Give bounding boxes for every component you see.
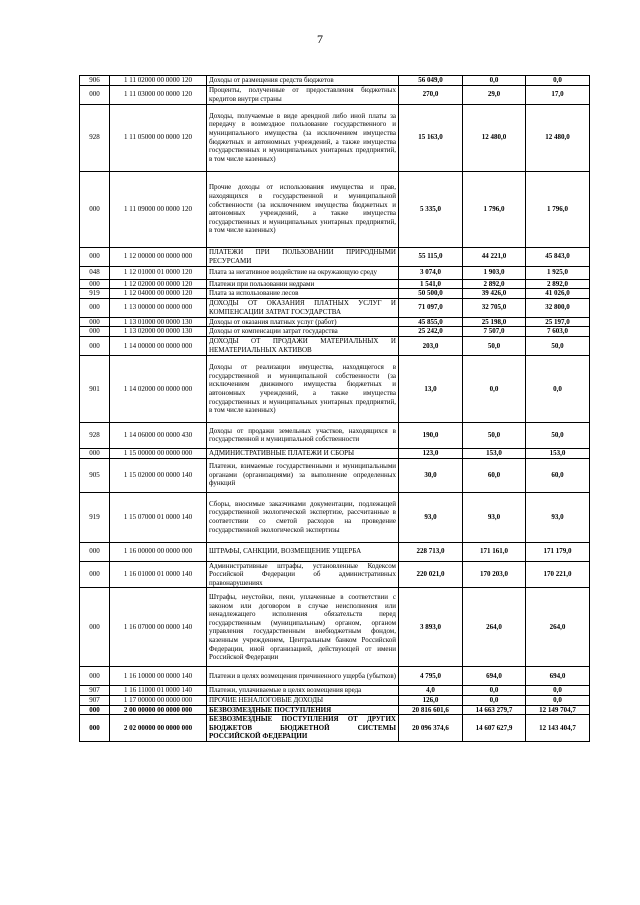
amount-year1-cell: 4,0	[399, 686, 463, 696]
amount-year3-cell: 17,0	[526, 85, 590, 104]
amount-year2-cell: 93,0	[463, 492, 526, 542]
amount-year3-cell: 50,0	[526, 336, 590, 355]
table-row	[80, 355, 590, 422]
amount-year1-cell: 1 541,0	[399, 279, 463, 289]
amount-year3-cell: 0,0	[526, 355, 590, 422]
table-row	[80, 695, 590, 705]
revenue-table	[79, 75, 590, 742]
income-name-cell: Платежи, уплачиваемые в целях возмещения вреда	[207, 686, 399, 696]
kbk-code-cell: 2 00 00000 00 0000 000	[110, 705, 207, 715]
admin-code-cell: 000	[80, 561, 110, 588]
amount-year2-cell: 264,0	[463, 588, 526, 667]
amount-year2-cell: 14 663 279,7	[463, 705, 526, 715]
amount-year2-cell: 29,0	[463, 85, 526, 104]
income-name-cell: Плата за использование лесов	[207, 289, 399, 299]
amount-year2-cell: 171 161,0	[463, 542, 526, 561]
admin-code-cell: 919	[80, 492, 110, 542]
amount-year1-cell: 25 242,0	[399, 327, 463, 337]
kbk-code-cell: 1 14 00000 00 0000 000	[110, 336, 207, 355]
income-name-cell: Доходы от размещения средств бюджетов	[207, 76, 399, 86]
income-name-cell: ШТРАФЫ, САНКЦИИ, ВОЗМЕЩЕНИЕ УЩЕРБА	[207, 542, 399, 561]
amount-year1-cell: 5 335,0	[399, 171, 463, 247]
amount-year1-cell: 71 097,0	[399, 298, 463, 317]
table-row	[80, 561, 590, 588]
amount-year3-cell: 12 149 704,7	[526, 705, 590, 715]
admin-code-cell: 000	[80, 542, 110, 561]
kbk-code-cell: 1 15 02000 00 0000 140	[110, 458, 207, 492]
amount-year2-cell: 153,0	[463, 448, 526, 458]
admin-code-cell: 000	[80, 448, 110, 458]
admin-code-cell: 928	[80, 104, 110, 171]
amount-year2-cell: 170 203,0	[463, 561, 526, 588]
kbk-code-cell: 1 11 02000 00 0000 120	[110, 76, 207, 86]
table-row	[80, 279, 590, 289]
amount-year2-cell: 2 892,0	[463, 279, 526, 289]
admin-code-cell: 906	[80, 76, 110, 86]
amount-year1-cell: 126,0	[399, 695, 463, 705]
admin-code-cell: 919	[80, 289, 110, 299]
kbk-code-cell: 1 15 00000 00 0000 000	[110, 448, 207, 458]
kbk-code-cell: 1 13 00000 00 0000 000	[110, 298, 207, 317]
admin-code-cell: 000	[80, 279, 110, 289]
kbk-code-cell: 1 12 01000 01 0000 120	[110, 266, 207, 279]
income-name-cell: АДМИНИСТРАТИВНЫЕ ПЛАТЕЖИ И СБОРЫ	[207, 448, 399, 458]
income-name-cell: Административные штрафы, установленные Кодексом Российской Федерации об административных правонарушениях	[207, 561, 399, 588]
amount-year3-cell: 7 603,0	[526, 327, 590, 337]
amount-year1-cell: 190,0	[399, 422, 463, 448]
income-name-cell: Доходы от реализации имущества, находящегося в государственной и муниципальной собственности (за исключением движимого имущества бюджетных и автономных учреждений, а также имущества государственных и муниципальных унитарных предприятий, в том числе казенных)	[207, 355, 399, 422]
table-row	[80, 588, 590, 667]
income-name-cell: БЕЗВОЗМЕЗДНЫЕ ПОСТУПЛЕНИЯ ОТ ДРУГИХ БЮДЖЕТОВ БЮДЖЕТНОЙ СИСТЕМЫ РОССИЙСКОЙ ФЕДЕРАЦИИ	[207, 715, 399, 742]
table-row	[80, 85, 590, 104]
amount-year1-cell: 203,0	[399, 336, 463, 355]
amount-year3-cell: 50,0	[526, 422, 590, 448]
admin-code-cell: 000	[80, 317, 110, 327]
income-name-cell: Проценты, полученные от предоставления бюджетных кредитов внутри страны	[207, 85, 399, 104]
table-row	[80, 336, 590, 355]
table-row	[80, 266, 590, 279]
table-row	[80, 492, 590, 542]
table-row	[80, 715, 590, 742]
admin-code-cell: 000	[80, 588, 110, 667]
amount-year2-cell: 0,0	[463, 695, 526, 705]
income-name-cell: Доходы от продажи земельных участков, находящихся в государственной и муниципальной собственности	[207, 422, 399, 448]
admin-code-cell: 000	[80, 171, 110, 247]
amount-year2-cell: 14 607 627,9	[463, 715, 526, 742]
admin-code-cell: 907	[80, 686, 110, 696]
amount-year1-cell: 20 096 374,6	[399, 715, 463, 742]
kbk-code-cell: 1 17 00000 00 0000 000	[110, 695, 207, 705]
income-name-cell: Плата за негативное воздействие на окружающую среду	[207, 266, 399, 279]
amount-year1-cell: 220 021,0	[399, 561, 463, 588]
amount-year2-cell: 1 796,0	[463, 171, 526, 247]
amount-year3-cell: 41 026,0	[526, 289, 590, 299]
income-name-cell: БЕЗВОЗМЕЗДНЫЕ ПОСТУПЛЕНИЯ	[207, 705, 399, 715]
amount-year2-cell: 50,0	[463, 422, 526, 448]
amount-year3-cell: 25 197,0	[526, 317, 590, 327]
kbk-code-cell: 1 11 05000 00 0000 120	[110, 104, 207, 171]
income-name-cell: Штрафы, неустойки, пени, уплаченные в соответствии с законом или договором в случае неисполнения или ненадлежащего исполнения обязательств перед государственным (муниципальным) органом, органом управления государственным внебюджетным фондом, казенным учреждением, Центральным банком Российской Федерации, иной организацией, действующей от имени Российской Федерации	[207, 588, 399, 667]
table-row	[80, 76, 590, 86]
amount-year3-cell: 0,0	[526, 686, 590, 696]
income-name-cell: ПРОЧИЕ НЕНАЛОГОВЫЕ ДОХОДЫ	[207, 695, 399, 705]
admin-code-cell: 048	[80, 266, 110, 279]
table-row	[80, 104, 590, 171]
admin-code-cell: 000	[80, 705, 110, 715]
kbk-code-cell: 1 16 10000 00 0000 140	[110, 667, 207, 686]
amount-year2-cell: 0,0	[463, 76, 526, 86]
admin-code-cell: 000	[80, 85, 110, 104]
table-row	[80, 289, 590, 299]
page-number: 7	[317, 32, 323, 46]
amount-year2-cell: 60,0	[463, 458, 526, 492]
income-name-cell: ДОХОДЫ ОТ ОКАЗАНИЯ ПЛАТНЫХ УСЛУГ И КОМПЕНСАЦИИ ЗАТРАТ ГОСУДАРСТВА	[207, 298, 399, 317]
amount-year3-cell: 12 143 404,7	[526, 715, 590, 742]
amount-year3-cell: 694,0	[526, 667, 590, 686]
amount-year2-cell: 0,0	[463, 355, 526, 422]
amount-year1-cell: 30,0	[399, 458, 463, 492]
amount-year2-cell: 694,0	[463, 667, 526, 686]
admin-code-cell: 000	[80, 715, 110, 742]
amount-year3-cell: 32 800,0	[526, 298, 590, 317]
amount-year1-cell: 45 855,0	[399, 317, 463, 327]
table-row	[80, 458, 590, 492]
amount-year1-cell: 3 074,0	[399, 266, 463, 279]
amount-year1-cell: 13,0	[399, 355, 463, 422]
amount-year3-cell: 93,0	[526, 492, 590, 542]
kbk-code-cell: 1 13 02000 00 0000 130	[110, 327, 207, 337]
kbk-code-cell: 1 12 00000 00 0000 000	[110, 247, 207, 266]
income-name-cell: Доходы от оказания платных услуг (работ)	[207, 317, 399, 327]
admin-code-cell: 901	[80, 355, 110, 422]
admin-code-cell: 000	[80, 327, 110, 337]
admin-code-cell: 000	[80, 298, 110, 317]
kbk-code-cell: 1 12 04000 00 0000 120	[110, 289, 207, 299]
amount-year2-cell: 1 903,0	[463, 266, 526, 279]
income-name-cell: Прочие доходы от использования имущества и прав, находящихся в государственной и муниципальной собственности (за исключением имущества бюджетных и автономных учреждений, а также имущества государственных и муниципальных унитарных предприятий, в том числе казенных)	[207, 171, 399, 247]
table-row	[80, 317, 590, 327]
kbk-code-cell: 1 16 11000 01 0000 140	[110, 686, 207, 696]
amount-year3-cell: 60,0	[526, 458, 590, 492]
kbk-code-cell: 1 16 00000 00 0000 000	[110, 542, 207, 561]
admin-code-cell: 905	[80, 458, 110, 492]
table-row	[80, 705, 590, 715]
kbk-code-cell: 1 14 06000 00 0000 430	[110, 422, 207, 448]
admin-code-cell: 000	[80, 247, 110, 266]
kbk-code-cell: 1 11 03000 00 0000 120	[110, 85, 207, 104]
amount-year2-cell: 32 705,0	[463, 298, 526, 317]
kbk-code-cell: 1 14 02000 00 0000 000	[110, 355, 207, 422]
amount-year1-cell: 270,0	[399, 85, 463, 104]
income-name-cell: Сборы, вносимые заказчиками документации, подлежащей государственной экологической экспертизе, рассчитанные в соответствии со сметой расходов на проведение государственной экологической экспертизы	[207, 492, 399, 542]
amount-year3-cell: 0,0	[526, 76, 590, 86]
amount-year1-cell: 4 795,0	[399, 667, 463, 686]
kbk-code-cell: 1 16 07000 00 0000 140	[110, 588, 207, 667]
amount-year2-cell: 12 480,0	[463, 104, 526, 171]
income-name-cell: Платежи, взимаемые государственными и муниципальными органами (организациями) за выполнение определенных функций	[207, 458, 399, 492]
amount-year1-cell: 3 893,0	[399, 588, 463, 667]
amount-year1-cell: 93,0	[399, 492, 463, 542]
revenue-table-body	[80, 76, 590, 742]
table-row	[80, 542, 590, 561]
income-name-cell: Платежи в целях возмещения причиненного ущерба (убытков)	[207, 667, 399, 686]
kbk-code-cell: 1 13 01000 00 0000 130	[110, 317, 207, 327]
income-name-cell: Доходы, получаемые в виде арендной либо иной платы за передачу в возмездное пользование государственного и муниципального имущества (за исключением имущества бюджетных и автономных учреждений, а также имущества государственных и муниципальных унитарных предприятий, в том числе казенных)	[207, 104, 399, 171]
admin-code-cell: 000	[80, 667, 110, 686]
amount-year2-cell: 25 198,0	[463, 317, 526, 327]
amount-year2-cell: 0,0	[463, 686, 526, 696]
table-row	[80, 667, 590, 686]
amount-year1-cell: 123,0	[399, 448, 463, 458]
amount-year3-cell: 0,0	[526, 695, 590, 705]
amount-year3-cell: 1 796,0	[526, 171, 590, 247]
amount-year3-cell: 2 892,0	[526, 279, 590, 289]
table-row	[80, 171, 590, 247]
admin-code-cell: 000	[80, 336, 110, 355]
amount-year1-cell: 228 713,0	[399, 542, 463, 561]
amount-year1-cell: 20 816 601,6	[399, 705, 463, 715]
income-name-cell: Платежи при пользовании недрами	[207, 279, 399, 289]
amount-year1-cell: 50 500,0	[399, 289, 463, 299]
amount-year3-cell: 171 179,0	[526, 542, 590, 561]
kbk-code-cell: 1 16 01000 01 0000 140	[110, 561, 207, 588]
table-row	[80, 298, 590, 317]
amount-year1-cell: 55 115,0	[399, 247, 463, 266]
amount-year1-cell: 56 049,0	[399, 76, 463, 86]
amount-year2-cell: 50,0	[463, 336, 526, 355]
amount-year2-cell: 44 221,0	[463, 247, 526, 266]
amount-year1-cell: 15 163,0	[399, 104, 463, 171]
income-name-cell: ДОХОДЫ ОТ ПРОДАЖИ МАТЕРИАЛЬНЫХ И НЕМАТЕРИАЛЬНЫХ АКТИВОВ	[207, 336, 399, 355]
amount-year3-cell: 1 925,0	[526, 266, 590, 279]
kbk-code-cell: 2 02 00000 00 0000 000	[110, 715, 207, 742]
kbk-code-cell: 1 11 09000 00 0000 120	[110, 171, 207, 247]
admin-code-cell: 907	[80, 695, 110, 705]
income-name-cell: Доходы от компенсации затрат государства	[207, 327, 399, 337]
amount-year3-cell: 12 480,0	[526, 104, 590, 171]
kbk-code-cell: 1 12 02000 00 0000 120	[110, 279, 207, 289]
amount-year3-cell: 264,0	[526, 588, 590, 667]
amount-year3-cell: 45 843,0	[526, 247, 590, 266]
amount-year2-cell: 7 507,0	[463, 327, 526, 337]
table-row	[80, 448, 590, 458]
table-row	[80, 422, 590, 448]
amount-year3-cell: 170 221,0	[526, 561, 590, 588]
kbk-code-cell: 1 15 07000 01 0000 140	[110, 492, 207, 542]
table-row	[80, 686, 590, 696]
amount-year3-cell: 153,0	[526, 448, 590, 458]
amount-year2-cell: 39 426,0	[463, 289, 526, 299]
admin-code-cell: 928	[80, 422, 110, 448]
income-name-cell: ПЛАТЕЖИ ПРИ ПОЛЬЗОВАНИИ ПРИРОДНЫМИ РЕСУРСАМИ	[207, 247, 399, 266]
table-row	[80, 247, 590, 266]
table-row	[80, 327, 590, 337]
